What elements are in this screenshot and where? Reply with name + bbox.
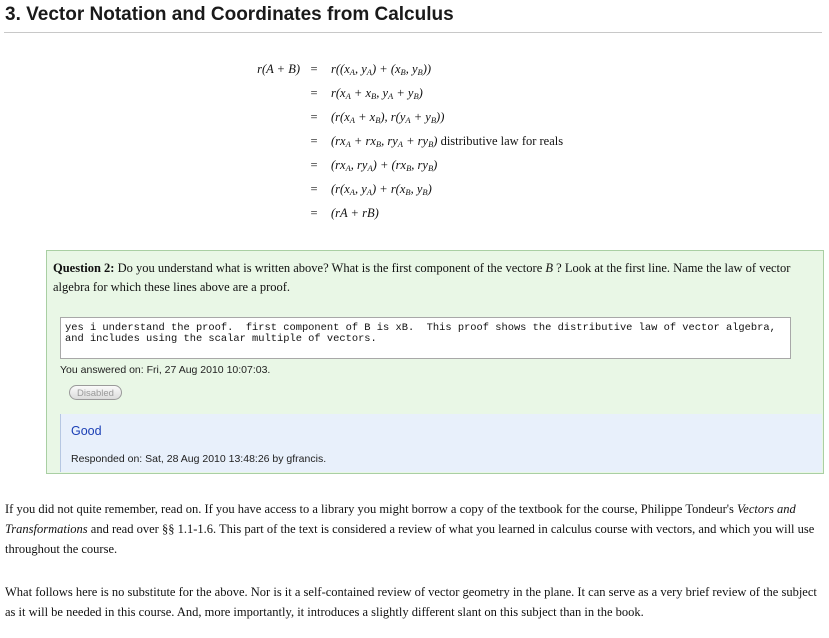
question-body: Do you understand what is written above? What is the first component of the vectore — [117, 261, 543, 275]
answer-field[interactable] — [60, 317, 791, 359]
derivation-line: $r((x_A$, $y_A) + (x_B$, $y_B$)) — [331, 62, 432, 77]
paragraph-text: If you did not quite remember, read on. If you have access to a library you might borrow a copy of the textbook for the course, Philippe Tondeur's — [5, 502, 734, 516]
question-label: Question 2: — [53, 261, 115, 275]
answered-timestamp: You answered on: Fri, 27 Aug 2010 10:07:03. — [60, 364, 271, 376]
derivation-line: ($r(x_A$, $y_A) + r(x_B$, $y_B$) — [331, 182, 432, 197]
response-text: Good — [71, 424, 102, 438]
question-text — [53, 259, 813, 297]
equals-sign: = — [310, 206, 318, 220]
answer-line: yes i understand the proof. first component of B is xB. This proof shows the distributive law of vector algebra, — [65, 322, 776, 334]
question-body-cont: ? Look at the first line. Name the law of vector algebra for which these lines above are a proof. — [53, 261, 791, 294]
review-paragraph: What follows here is no substitute for the above. Nor is it a self-contained review of vector geometry in the plane. It can serve as a very brief review of the subject as it will be needed in this course. And, more importantly, it introduces a slightly different slant on this subject than in the book. — [5, 585, 817, 619]
page-title: 3. Vector Notation and Coordinates from Calculus — [5, 4, 454, 25]
derivation-note: distributive law for reals — [440, 134, 564, 148]
derivation-line: ($r(x_A + x_B)$, $r(y_A + y_B)$) — [331, 110, 445, 125]
equals-sign: = — [310, 86, 318, 100]
equals-sign: = — [310, 110, 318, 124]
derivation-lhs: r(A + B) — [257, 62, 300, 76]
responded-timestamp: Responded on: Sat, 28 Aug 2010 13:48:26 by gfrancis. — [71, 453, 327, 465]
derivation-line: ($rx_A$, $ry_A) + (rx_B$, $ry_B$) — [331, 158, 438, 173]
equals-sign: = — [310, 182, 318, 196]
derivation-line: (rA + rB) — [331, 206, 379, 220]
equals-sign: = — [310, 134, 318, 148]
response-box — [60, 414, 822, 472]
derivation-block — [0, 0, 829, 230]
equals-sign: = — [310, 62, 318, 76]
vector-symbol: B — [545, 261, 554, 275]
intro-paragraph — [5, 499, 820, 559]
paragraph-text: and read over §§ 1.1-1.6. This part of the text is considered a review of what you learned in calculus course with vectors, and which you will use throughout the course. — [5, 522, 815, 556]
book-title: Vectors and Transformations — [5, 502, 796, 536]
answer-line: and includes using the scalar multiple of vectors. — [65, 333, 377, 345]
disabled-button[interactable]: Disabled — [69, 385, 122, 400]
derivation-line: ($rx_A + rx_B$, $ry_A + ry_B$) distributive law for reals — [331, 134, 564, 149]
equals-sign: = — [310, 158, 318, 172]
derivation-line: $r(x_A + x_B$, $y_A + y_B$) — [331, 86, 423, 101]
